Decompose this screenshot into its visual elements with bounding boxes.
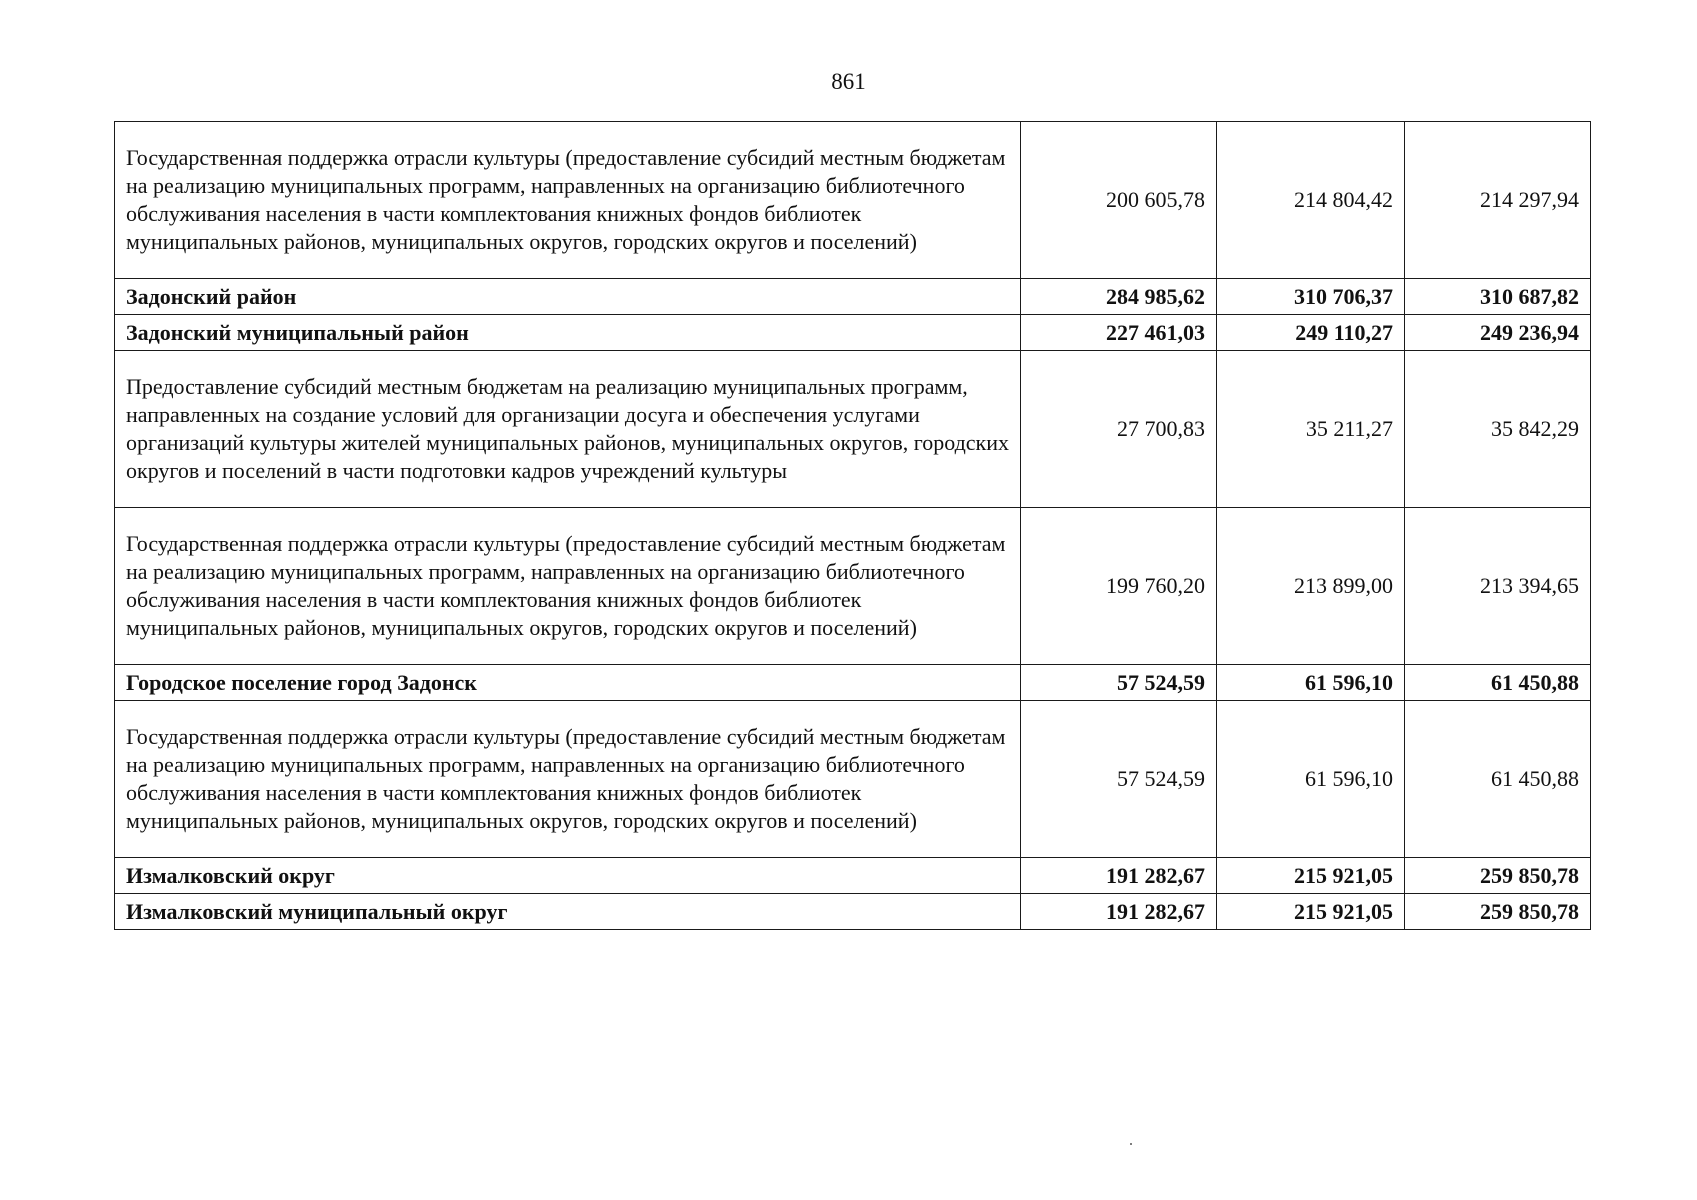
row-value-1: 191 282,67: [1021, 858, 1217, 894]
row-value-2: 310 706,37: [1217, 279, 1405, 315]
table-row: [115, 858, 1591, 894]
budget-table: [114, 121, 1591, 930]
table-row: [115, 279, 1591, 315]
row-value-1: 200 605,78: [1021, 122, 1217, 279]
row-description: Задонский муниципальный район: [115, 315, 1021, 351]
row-value-3: 213 394,65: [1405, 508, 1591, 665]
row-value-3: 259 850,78: [1405, 858, 1591, 894]
row-value-3: 35 842,29: [1405, 351, 1591, 508]
row-value-2: 215 921,05: [1217, 894, 1405, 930]
row-value-2: 61 596,10: [1217, 665, 1405, 701]
row-value-3: 259 850,78: [1405, 894, 1591, 930]
row-value-1: 27 700,83: [1021, 351, 1217, 508]
scan-speck: [1130, 1143, 1132, 1145]
row-value-1: 284 985,62: [1021, 279, 1217, 315]
row-value-2: 61 596,10: [1217, 701, 1405, 858]
row-value-2: 213 899,00: [1217, 508, 1405, 665]
row-value-1: 191 282,67: [1021, 894, 1217, 930]
table-row: [115, 122, 1591, 279]
table-row: [115, 351, 1591, 508]
row-description: Измалковский муниципальный округ: [115, 894, 1021, 930]
row-description: Городское поселение город Задонск: [115, 665, 1021, 701]
table-row: [115, 665, 1591, 701]
row-value-1: 227 461,03: [1021, 315, 1217, 351]
row-description: Измалковский округ: [115, 858, 1021, 894]
row-value-1: 57 524,59: [1021, 665, 1217, 701]
row-value-3: 214 297,94: [1405, 122, 1591, 279]
row-description: Государственная поддержка отрасли культуры (предоставление субсидий местным бюджетам на реализацию муниципальных программ, направленных на организацию библиотечного обслуживания населения в части комплектования книжных фондов библиотек муниципальных районов, муниципальных округов, городских округов и поселений): [115, 122, 1021, 279]
row-value-3: 310 687,82: [1405, 279, 1591, 315]
row-value-2: 249 110,27: [1217, 315, 1405, 351]
table-row: [115, 508, 1591, 665]
table-row: [115, 894, 1591, 930]
row-description: Государственная поддержка отрасли культуры (предоставление субсидий местным бюджетам на реализацию муниципальных программ, направленных на организацию библиотечного обслуживания населения в части комплектования книжных фондов библиотек муниципальных районов, муниципальных округов, городских округов и поселений): [115, 701, 1021, 858]
row-value-2: 214 804,42: [1217, 122, 1405, 279]
row-value-3: 61 450,88: [1405, 665, 1591, 701]
table-row: [115, 701, 1591, 858]
row-value-1: 57 524,59: [1021, 701, 1217, 858]
row-value-3: 249 236,94: [1405, 315, 1591, 351]
row-value-3: 61 450,88: [1405, 701, 1591, 858]
page-number: 861: [831, 69, 866, 94]
row-description: Задонский район: [115, 279, 1021, 315]
row-value-2: 215 921,05: [1217, 858, 1405, 894]
row-description: Предоставление субсидий местным бюджетам на реализацию муниципальных программ, направленных на создание условий для организации досуга и обеспечения услугами организаций культуры жителей муниципальных районов, муниципальных округов, городских округов и поселений в части подготовки кадров учреждений культуры: [115, 351, 1021, 508]
row-value-2: 35 211,27: [1217, 351, 1405, 508]
row-value-1: 199 760,20: [1021, 508, 1217, 665]
table-row: [115, 315, 1591, 351]
row-description: Государственная поддержка отрасли культуры (предоставление субсидий местным бюджетам на реализацию муниципальных программ, направленных на организацию библиотечного обслуживания населения в части комплектования книжных фондов библиотек муниципальных районов, муниципальных округов, городских округов и поселений): [115, 508, 1021, 665]
